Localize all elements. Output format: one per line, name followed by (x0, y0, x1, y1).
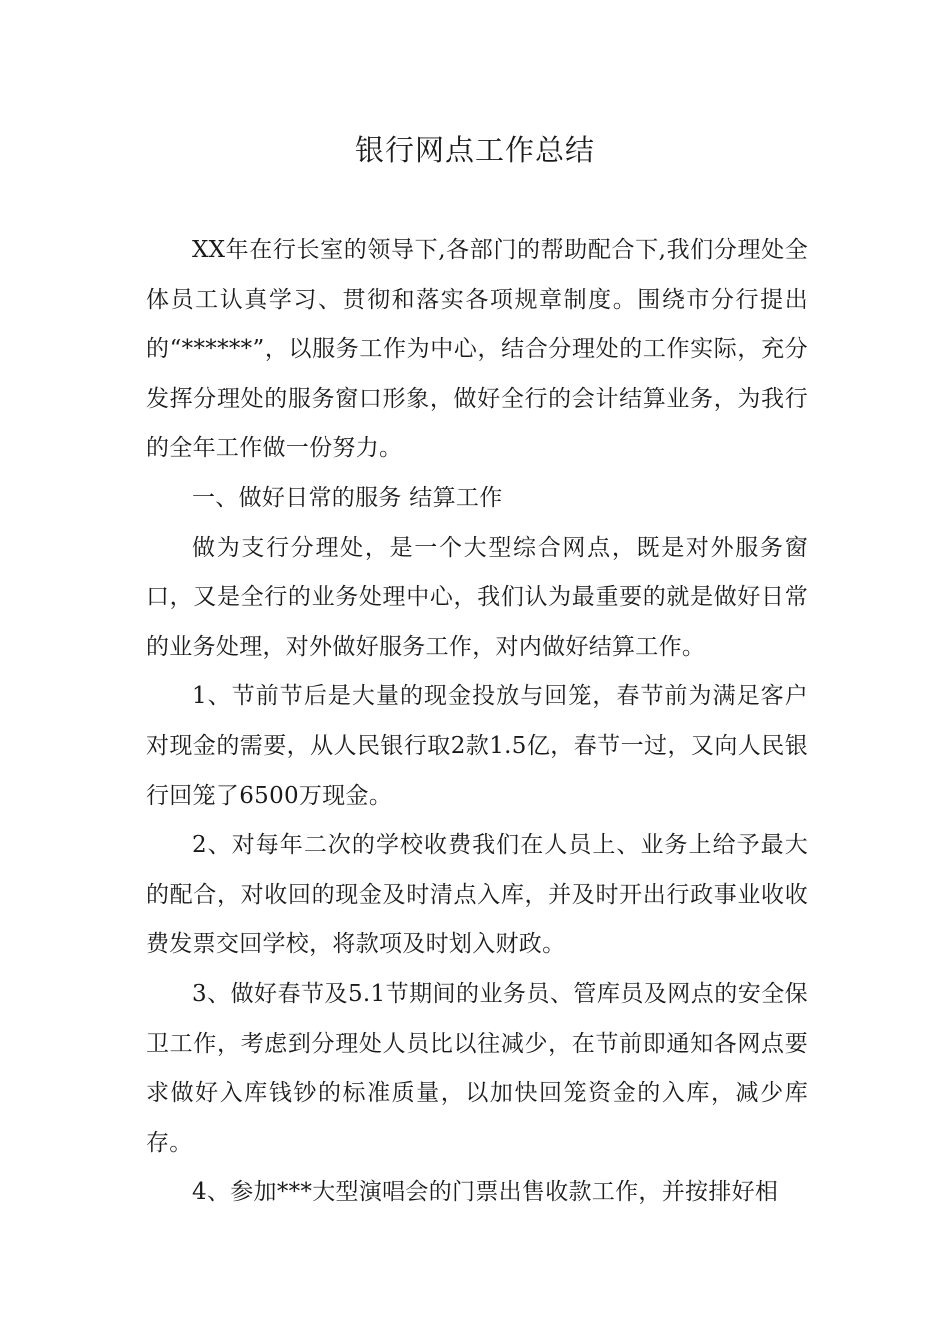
document-body (146, 226, 808, 1218)
list-item: 3、做好春节及5.1节期间的业务员、管库员及网点的安全保卫工作，考虑到分理处人员比以往减少，在节前即通知各网点要求做好入库钱钞的标准质量，以加快回笼资金的入库，减少库存。 (146, 980, 808, 1156)
list-item: 4、参加***大型演唱会的门票出售收款工作，并按排好相 (192, 1179, 779, 1206)
list-item: 1、节前节后是大量的现金投放与回笼，春节前为满足客户对现金的需要，从人民银行取2款1.5亿，春节一过，又向人民银行回笼了6500万现金。 (146, 683, 808, 809)
intro-paragraph: XX年在行长室的领导下,各部门的帮助配合下,我们分理处全体员工认真学习、贯彻和落实各项规章制度。围绕市分行提出的“******”，以服务工作为中心，结合分理处的工作实际，充分发挥分理处的服务窗口形象，做好全行的会计结算业务，为我行的全年工作做一份努力。 (146, 237, 808, 462)
page-title: 银行网点工作总结 (354, 133, 595, 167)
body-paragraph: 做为支行分理处，是一个大型综合网点，既是对外服务窗口，又是全行的业务处理中心，我们认为最重要的就是做好日常的业务处理，对外做好服务工作，对内做好结算工作。 (146, 534, 808, 660)
section-heading: 一、做好日常的服务 结算工作 (192, 484, 503, 511)
list-item: 2、对每年二次的学校收费我们在人员上、业务上给予最大的配合，对收回的现金及时清点入库，并及时开出行政事业收收费发票交回学校，将款项及时划入财政。 (146, 832, 808, 958)
